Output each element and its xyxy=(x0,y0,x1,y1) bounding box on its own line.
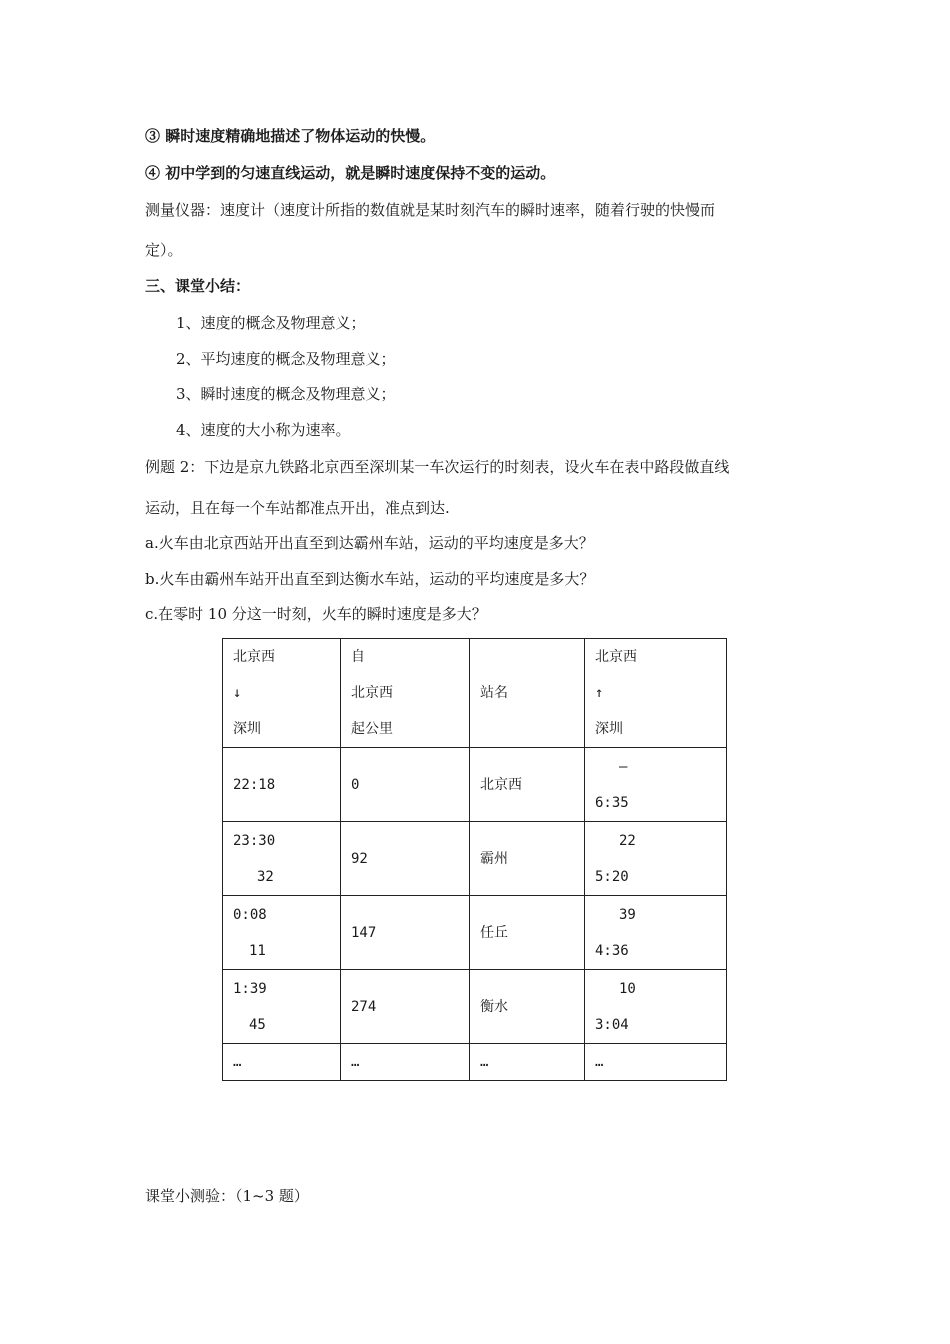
table-row xyxy=(223,970,727,1044)
down-time: 22:18 xyxy=(223,748,341,822)
train-timetable xyxy=(222,638,727,1081)
header-station: 站名 xyxy=(470,639,585,748)
distance-km: 0 xyxy=(341,748,470,822)
table-row xyxy=(223,748,727,822)
question-b: b.火车由霸州车站开出直至到达衡水车站，运动的平均速度是多大？ xyxy=(145,570,595,588)
question-a: a.火车由北京西站开出直至到达霸州车站，运动的平均速度是多大？ xyxy=(145,534,594,552)
summary-title: 三、课堂小结： xyxy=(145,277,251,295)
header-distance: 自 北京西 起公里 xyxy=(341,639,470,748)
summary-item-1: 1、速度的概念及物理意义； xyxy=(176,314,366,332)
station-name: 衡水 xyxy=(470,970,585,1044)
up-time: 10 3:04 xyxy=(585,970,727,1044)
table-row xyxy=(223,896,727,970)
point-4: ④ 初中学到的匀速直线运动，就是瞬时速度保持不变的运动。 xyxy=(145,164,556,182)
distance-km: 274 xyxy=(341,970,470,1044)
arrow-up-icon: ↑ xyxy=(595,685,604,701)
point-3: ③ 瞬时速度精确地描述了物体运动的快慢。 xyxy=(145,127,436,145)
ellipsis-cell: … xyxy=(223,1044,341,1081)
table-row xyxy=(223,1044,727,1081)
header-down-direction: 北京西 ↓ 深圳 xyxy=(223,639,341,748)
station-name: 霸州 xyxy=(470,822,585,896)
up-time: – 6:35 xyxy=(585,748,727,822)
summary-item-4: 4、速度的大小称为速率。 xyxy=(176,421,351,439)
example-text-line2: 运动，且在每一个车站都准点开出，准点到达. xyxy=(145,499,450,517)
summary-item-2: 2、平均速度的概念及物理意义； xyxy=(176,350,396,368)
ellipsis-cell: … xyxy=(585,1044,727,1081)
instrument-text-line2: 定）。 xyxy=(145,241,183,259)
down-time: 23:30 32 xyxy=(223,822,341,896)
header-up-direction: 北京西 ↑ 深圳 xyxy=(585,639,727,748)
station-name: 任丘 xyxy=(470,896,585,970)
arrow-down-icon: ↓ xyxy=(233,685,242,701)
station-name: 北京西 xyxy=(470,748,585,822)
ellipsis-cell: … xyxy=(470,1044,585,1081)
quiz-label: 课堂小测验：（1~3 题） xyxy=(145,1187,309,1205)
down-time: 1:39 45 xyxy=(223,970,341,1044)
up-time: 39 4:36 xyxy=(585,896,727,970)
distance-km: 92 xyxy=(341,822,470,896)
instrument-text-line1: 测量仪器：速度计（速度计所指的数值就是某时刻汽车的瞬时速率，随着行驶的快慢而 xyxy=(145,201,716,219)
down-time: 0:08 11 xyxy=(223,896,341,970)
summary-item-3: 3、瞬时速度的概念及物理意义； xyxy=(176,385,396,403)
table-header-row xyxy=(223,639,727,748)
up-time: 22 5:20 xyxy=(585,822,727,896)
ellipsis-cell: … xyxy=(341,1044,470,1081)
question-c: c.在零时 10 分这一时刻，火车的瞬时速度是多大？ xyxy=(145,605,487,623)
example-text-line1: 例题 2：下边是京九铁路北京西至深圳某一车次运行的时刻表，设火车在表中路段做直线 xyxy=(145,458,730,476)
table-row xyxy=(223,822,727,896)
distance-km: 147 xyxy=(341,896,470,970)
